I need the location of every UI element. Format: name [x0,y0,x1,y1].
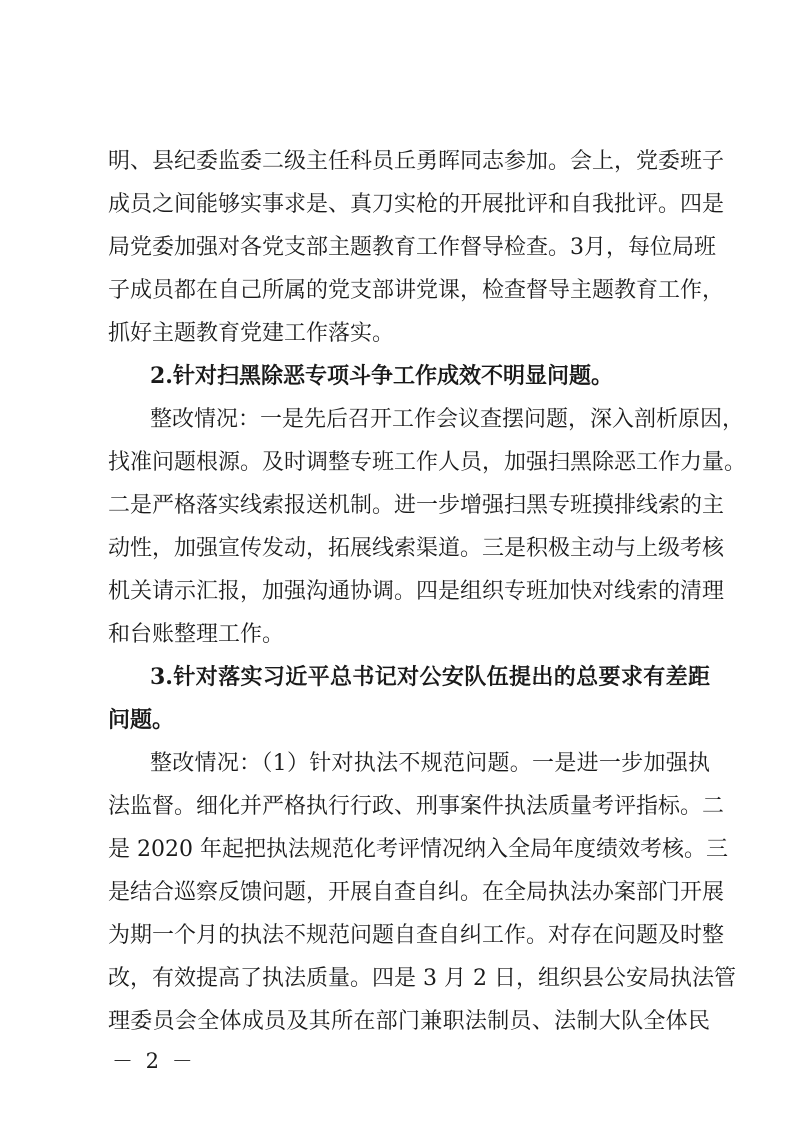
paragraph-line: 是结合巡察反馈问题，开展自查自纠。在全局执法办案部门开展 [108,880,725,905]
page-number: － 2 － [112,1049,196,1073]
paragraph-line: 为期一个月的执法不规范问题自查自纠工作。对存在问题及时整 [108,923,725,948]
paragraph-line: 整改情况：一是先后召开工作会议查摆问题，深入剖析原因， [150,407,745,432]
paragraph-line: 找准问题根源。及时调整专班工作人员，加强扫黑除恶工作力量。 [108,450,747,475]
paragraph-line: 抓好主题教育党建工作落实。 [108,321,395,346]
section-heading: 3.针对落实习近平总书记对公安队伍提出的总要求有差距 [150,664,710,690]
paragraph-line: 法监督。细化并严格执行行政、刑事案件执法质量考评指标。二 [108,794,725,819]
paragraph-line: 和台账整理工作。 [108,622,285,647]
paragraph-line: 理委员会全体成员及其所在部门兼职法制员、法制大队全体民 [108,1009,710,1034]
paragraph-line: 子成员都在自己所属的党支部讲党课，检查督导主题教育工作， [108,278,725,303]
paragraph-line: 是 2020 年起把执法规范化考评情况纳入全局年度绩效考核。三 [108,837,728,862]
paragraph-line: 机关请示汇报，加强沟通协调。四是组织专班加快对线索的清理 [108,579,725,604]
paragraph-line: 整改情况：（1）针对执法不规范问题。一是进一步加强执 [150,751,710,776]
paragraph-line: 改，有效提高了执法质量。四是 3 月 2 日，组织县公安局执法管 [108,966,736,991]
section-heading: 2.针对扫黑除恶专项斗争工作成效不明显问题。 [150,363,613,389]
document-body [108,140,747,1043]
section-heading: 问题。 [108,707,175,733]
paragraph-line: 动性，加强宣传发动，拓展线索渠道。三是积极主动与上级考核 [108,536,725,561]
paragraph-line: 明、县纪委监委二级主任科员丘勇晖同志参加。会上，党委班子 [108,149,725,174]
paragraph-line: 成员之间能够实事求是、真刀实枪的开展批评和自我批评。四是 [108,192,725,217]
paragraph-line: 二是严格落实线索报送机制。进一步增强扫黑专班摸排线索的主 [108,493,725,518]
paragraph-line: 局党委加强对各党支部主题教育工作督导检查。3月，每位局班 [108,235,716,260]
